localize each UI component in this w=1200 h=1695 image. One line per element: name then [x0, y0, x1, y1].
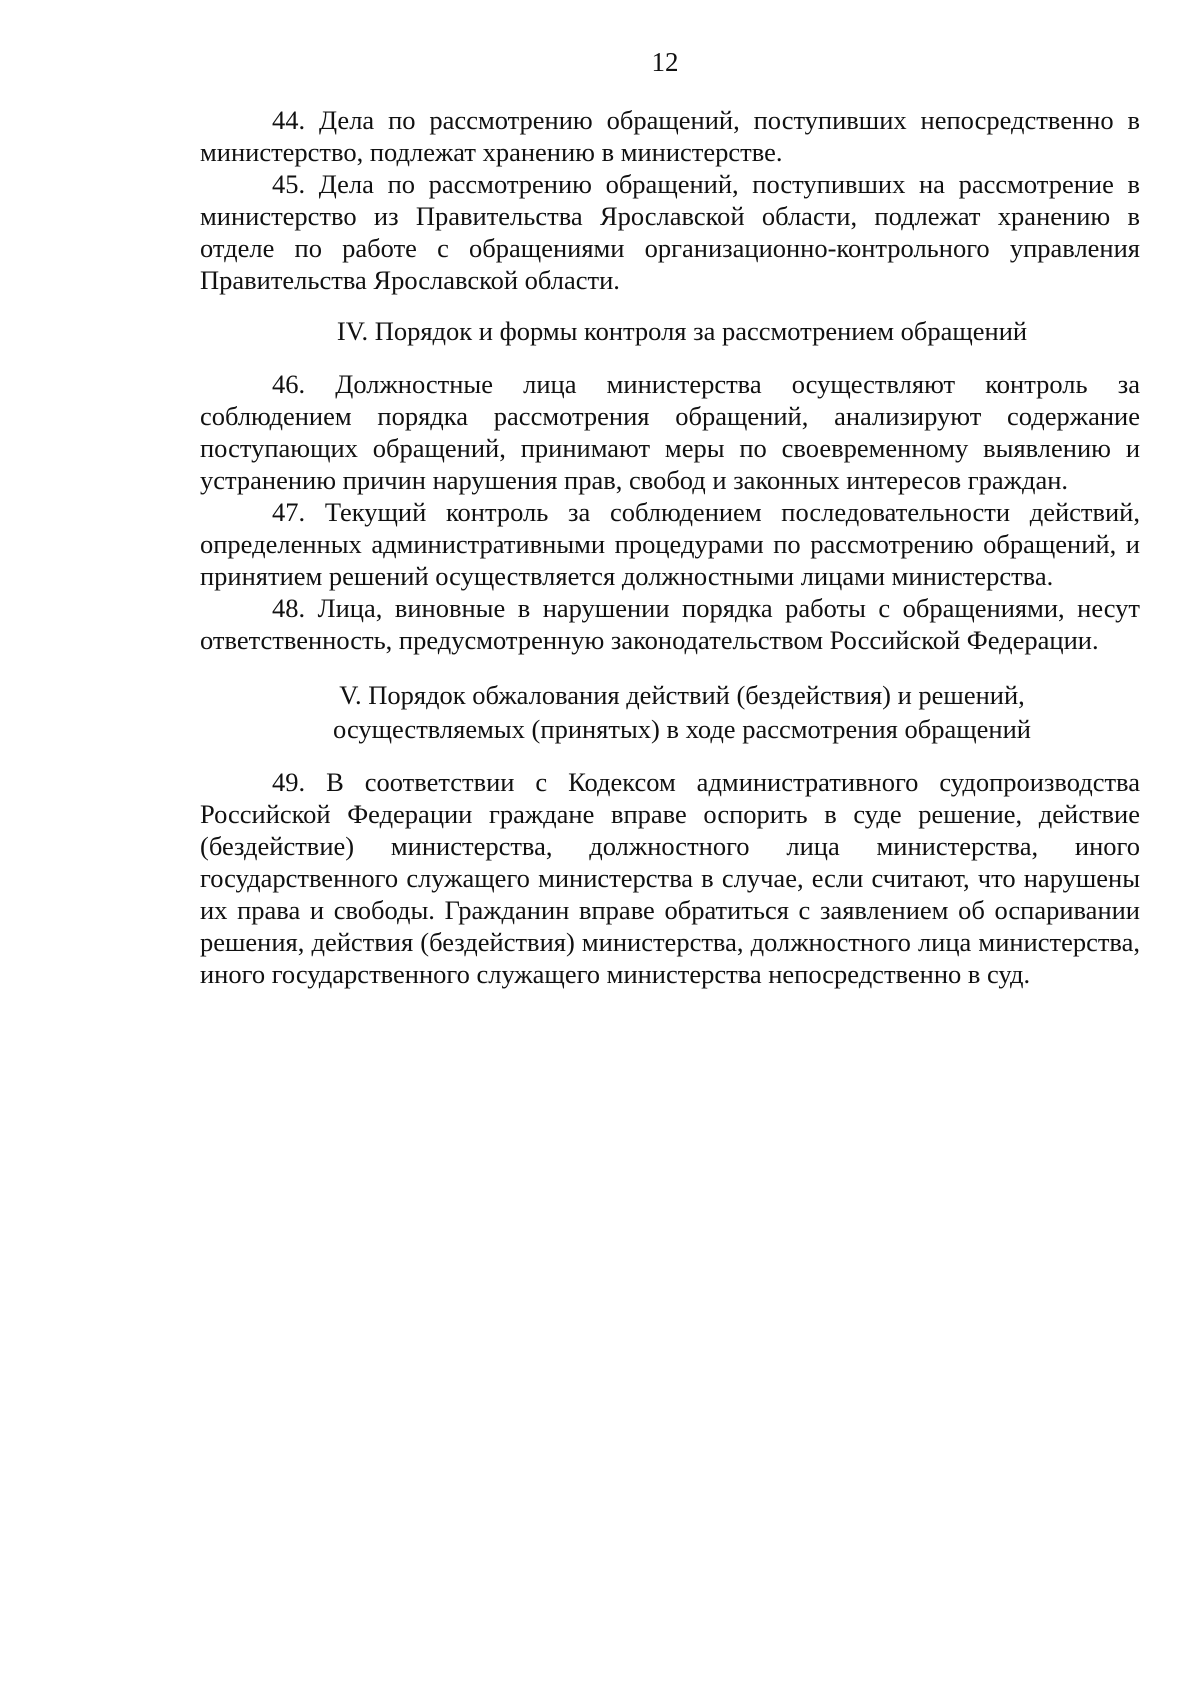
page-number: 12: [651, 47, 679, 77]
paragraph-44: 44. Дела по рассмотрению обращений, поступивших непосредственно в министерство, подлежат хранению в министерстве.: [200, 105, 1140, 167]
paragraph-46: 46. Должностные лица министерства осуществляют контроль за соблюдением порядка рассмотрения обращений, анализируют содержание поступающих обращений, принимают меры по своевременному выявлению и устранению причин нарушения прав, свобод и законных интересов граждан.: [200, 369, 1140, 495]
section-heading-v-line-2: осуществляемых (принятых) в ходе рассмотрения обращений: [333, 714, 1031, 744]
paragraph-45: 45. Дела по рассмотрению обращений, поступивших на рассмотрение в министерство из Правительства Ярославской области, подлежат хранению в отделе по работе с обращениями организационно-контрольного управления Правительства Ярославской области.: [200, 169, 1140, 295]
section-heading-iv: [200, 314, 1140, 348]
paragraph-47: 47. Текущий контроль за соблюдением последовательности действий, определенных административными процедурами по рассмотрению обращений, и принятием решений осуществляется должностными лицами министерства.: [200, 497, 1140, 591]
paragraph-49: 49. В соответствии с Кодексом административного судопроизводства Российской Федерации граждане вправе оспорить в суде решение, действие (бездействие) министерства, должностного лица министерства, иного государственного служащего министерства в случае, если считают, что нарушены их права и свободы. Гражданин вправе обратиться с заявлением об оспаривании решения, действия (бездействия) министерства, должностного лица министерства, иного государственного служащего министерства непосредственно в суд.: [200, 767, 1140, 989]
section-heading-v: [200, 678, 1140, 746]
section-heading-iv-text: IV. Порядок и формы контроля за рассмотрением обращений: [336, 316, 1028, 346]
paragraph-48: 48. Лица, виновные в нарушении порядка работы с обращениями, несут ответственность, предусмотренную законодательством Российской Федерации.: [200, 593, 1140, 655]
section-heading-v-line-1: V. Порядок обжалования действий (бездействия) и решений,: [339, 680, 1025, 710]
document-body: [200, 104, 1140, 990]
